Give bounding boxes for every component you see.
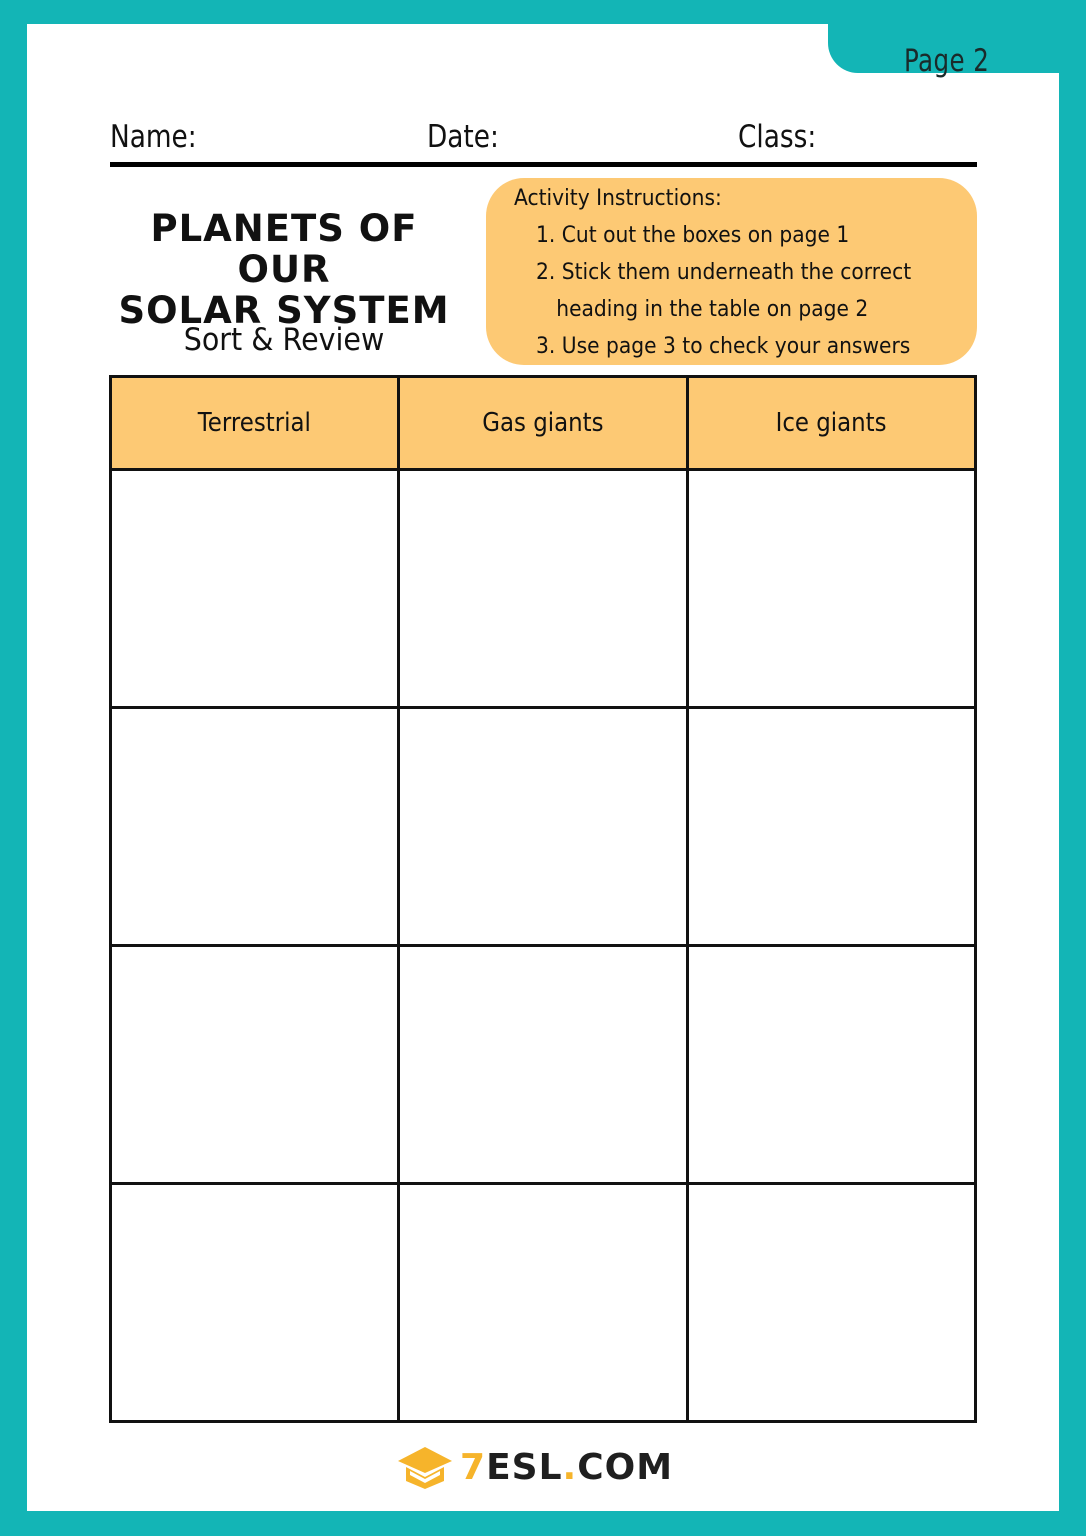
table-cell[interactable] [111,1184,399,1422]
table-cell[interactable] [399,708,687,946]
sorting-table [109,375,977,1423]
graduation-cap-icon [396,1445,454,1489]
7esl-logo [396,1443,686,1491]
date-field-label[interactable]: Date: [427,119,499,155]
instruction-item-continued: heading in the table on page 2 [556,297,869,322]
activity-instructions-box [486,178,977,365]
title-line-1: PLANETS OF OUR [150,207,418,291]
student-info-row [110,117,976,157]
page-number-tab [828,24,1086,79]
table-row [111,708,976,946]
table-cell[interactable] [111,708,399,946]
table-cell[interactable] [687,946,975,1184]
title-line-2: SOLAR SYSTEM [118,289,450,332]
table-cell[interactable] [687,708,975,946]
table-cell[interactable] [399,946,687,1184]
column-header-ice-giants: Ice giants [687,377,975,470]
worksheet-subtitle [110,320,458,360]
table-cell[interactable] [687,470,975,708]
table-cell[interactable] [687,1184,975,1422]
table-cell[interactable] [399,1184,687,1422]
column-header-gas-giants: Gas giants [399,377,687,470]
table-row [111,470,976,708]
instructions-heading: Activity Instructions: [514,186,722,211]
table-header-row [111,377,976,470]
table-row [111,946,976,1184]
worksheet-title [110,208,458,331]
column-header-terrestrial: Terrestrial [111,377,399,470]
instruction-item: 3. Use page 3 to check your answers [536,334,911,359]
instructions-list [514,217,977,365]
table-cell[interactable] [111,946,399,1184]
instruction-item: 1. Cut out the boxes on page 1 [536,223,850,248]
table-cell[interactable] [399,470,687,708]
subtitle-text: Sort & Review [183,322,385,358]
table-cell[interactable] [111,470,399,708]
name-field-label[interactable]: Name: [110,119,197,155]
table-row [111,1184,976,1422]
header-divider [110,162,977,167]
instruction-item: 2. Stick them underneath the correct [536,260,912,285]
class-field-label[interactable]: Class: [738,119,817,155]
logo-wordmark: 7ESL.COM [460,1446,674,1488]
page-number-label: Page 2 [904,43,990,79]
